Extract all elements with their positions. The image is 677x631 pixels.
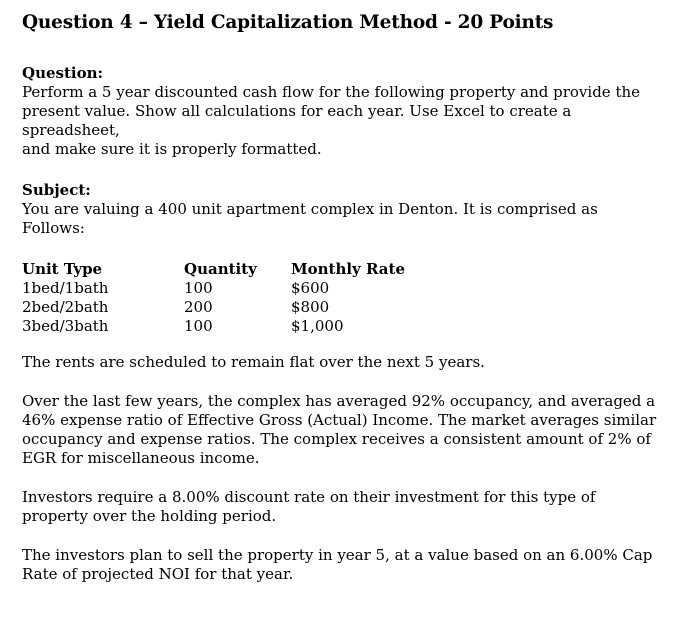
occupancy-line-4: EGR for miscellaneous income. <box>22 449 260 467</box>
question-heading: Question: <box>22 64 104 82</box>
table-row <box>22 317 441 336</box>
sale-line-2: Rate of projected NOI for that year. <box>22 565 294 583</box>
rents-line-1: The rents are scheduled to remain flat over the next 5 years. <box>22 353 485 371</box>
question-title: Question 4 – Yield Capitalization Method - 20 Points <box>22 12 554 33</box>
monthly-rate-cell: $800 <box>291 298 330 316</box>
question-line-2: present value. Show all calculations for each year. Use Excel to create a spreadsheet, <box>22 102 572 139</box>
question-line-3: and make sure it is properly formatted. <box>22 140 322 158</box>
sale-paragraph <box>22 546 665 584</box>
occupancy-line-3: occupancy and expense ratios. The complex receives a consistent amount of 2% of <box>22 430 651 448</box>
unit-type-header: Unit Type <box>22 260 103 278</box>
monthly-rate-cell: $1,000 <box>291 317 344 335</box>
quantity-cell: 100 <box>184 279 213 297</box>
quantity-header: Quantity <box>184 260 257 278</box>
unit-type-cell: 2bed/2bath <box>22 298 109 316</box>
investors-line-2: property over the holding period. <box>22 507 277 525</box>
question-line-1: Perform a 5 year discounted cash flow for the following property and provide the <box>22 83 641 101</box>
rents-paragraph <box>22 353 665 372</box>
occupancy-line-2: 46% expense ratio of Effective Gross (Actual) Income. The market averages similar <box>22 411 657 429</box>
unit-type-cell: 3bed/3bath <box>22 317 109 335</box>
unit-type-cell: 1bed/1bath <box>22 279 109 297</box>
question-section <box>22 64 665 159</box>
quantity-cell: 200 <box>184 298 213 316</box>
monthly-rate-cell: $600 <box>291 279 330 297</box>
occupancy-paragraph <box>22 392 665 468</box>
subject-text: You are valuing a 400 unit apartment complex in Denton. It is comprised as Follows: <box>22 200 598 237</box>
table-row <box>22 279 441 298</box>
table-row <box>22 298 441 317</box>
subject-heading: Subject: <box>22 181 91 199</box>
subject-section <box>22 181 665 238</box>
occupancy-line-1: Over the last few years, the complex has averaged 92% occupancy, and averaged a <box>22 392 656 410</box>
unit-table-header-row <box>22 260 441 279</box>
investors-line-1: Investors require a 8.00% discount rate on their investment for this type of <box>22 488 596 506</box>
quantity-cell: 100 <box>184 317 213 335</box>
unit-table <box>22 260 441 336</box>
investors-paragraph <box>22 488 665 526</box>
monthly-rate-header: Monthly Rate <box>291 260 405 278</box>
sale-line-1: The investors plan to sell the property in year 5, at a value based on an 6.00% Cap <box>22 546 653 564</box>
